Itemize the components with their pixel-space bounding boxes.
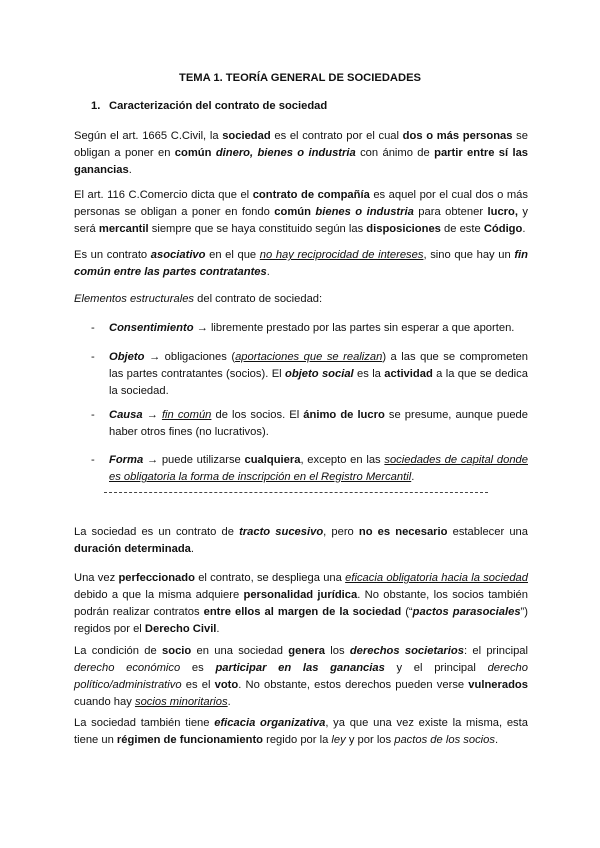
list-item-objeto: Objeto → obligaciones (aportaciones que se realizan) a las que se comprometen las partes contratantes (socios). El objeto social es la actividad a la que se dedica la sociedad. [109,351,528,397]
paragraph-elementos: Elementos estructurales del contrato de sociedad: [74,293,323,305]
paragraph-tracto-sucesivo: La sociedad es un contrato de tracto sucesivo, pero no es necesario establecer una duración determinada. [74,526,529,555]
paragraph-art-1665: Según el art. 1665 C.Civil, la sociedad es el contrato por el cual dos o más personas se obligan a poner en común dinero, bienes o industria con ánimo de partir entre sí las ganancias. [74,130,529,176]
list-dash: - [91,409,95,421]
section-heading-text: Caracterización del contrato de sociedad [109,100,328,112]
paragraph-art-116: El art. 116 C.Comercio dicta que el contrato de compañía es aquel por el cual dos o más personas se obligan a poner en fondo común bienes o industria para obtener lucro, y será mercantil siempre que se haya constituido según las disposiciones de este Código. [74,189,529,235]
paragraph-perfeccionado: Una vez perfeccionado el contrato, se despliega una eficacia obligatoria hacia la sociedad debido a que la misma adquiere personalidad jurídica. No obstante, los socios también podrán realizar contratos entre ellos al margen de la sociedad (“pactos parasociales”) regidos por el Derecho Civil. [74,572,529,635]
section-divider [104,492,488,493]
list-dash: - [91,351,95,363]
section-heading [91,98,327,115]
paragraph-socio: La condición de socio en una sociedad genera los derechos societarios: el principal derecho económico es participar en las ganancias y el principal derecho político/administrativo es el voto. No obstante, estos derechos pueden verse vulnerados cuando hay socios minoritarios. [74,645,528,708]
list-item-forma: Forma → puede utilizarse cualquiera, excepto en las sociedades de capital donde es obligatoria la forma de inscripción en el Registro Mercantil. [109,454,528,483]
list-item-causa: Causa → fin común de los socios. El ánimo de lucro se presume, aunque puede haber otros fines (no lucrativos). [109,409,528,438]
list-item-consentimiento: Consentimiento → libremente prestado por las partes sin esperar a que aporten. [109,322,515,334]
list-dash: - [91,322,95,334]
paragraph-asociativo: Es un contrato asociativo en el que no hay reciprocidad de intereses, sino que hay un fin común entre las partes contratantes. [74,249,528,278]
list-dash: - [91,454,95,466]
section-number: 1. [91,100,101,112]
document-title: TEMA 1. TEORÍA GENERAL DE SOCIEDADES [178,72,421,84]
paragraph-eficacia-organizativa: La sociedad también tiene eficacia organizativa, ya que una vez existe la misma, esta tiene un régimen de funcionamiento regido por la ley y por los pactos de los socios. [74,717,528,746]
